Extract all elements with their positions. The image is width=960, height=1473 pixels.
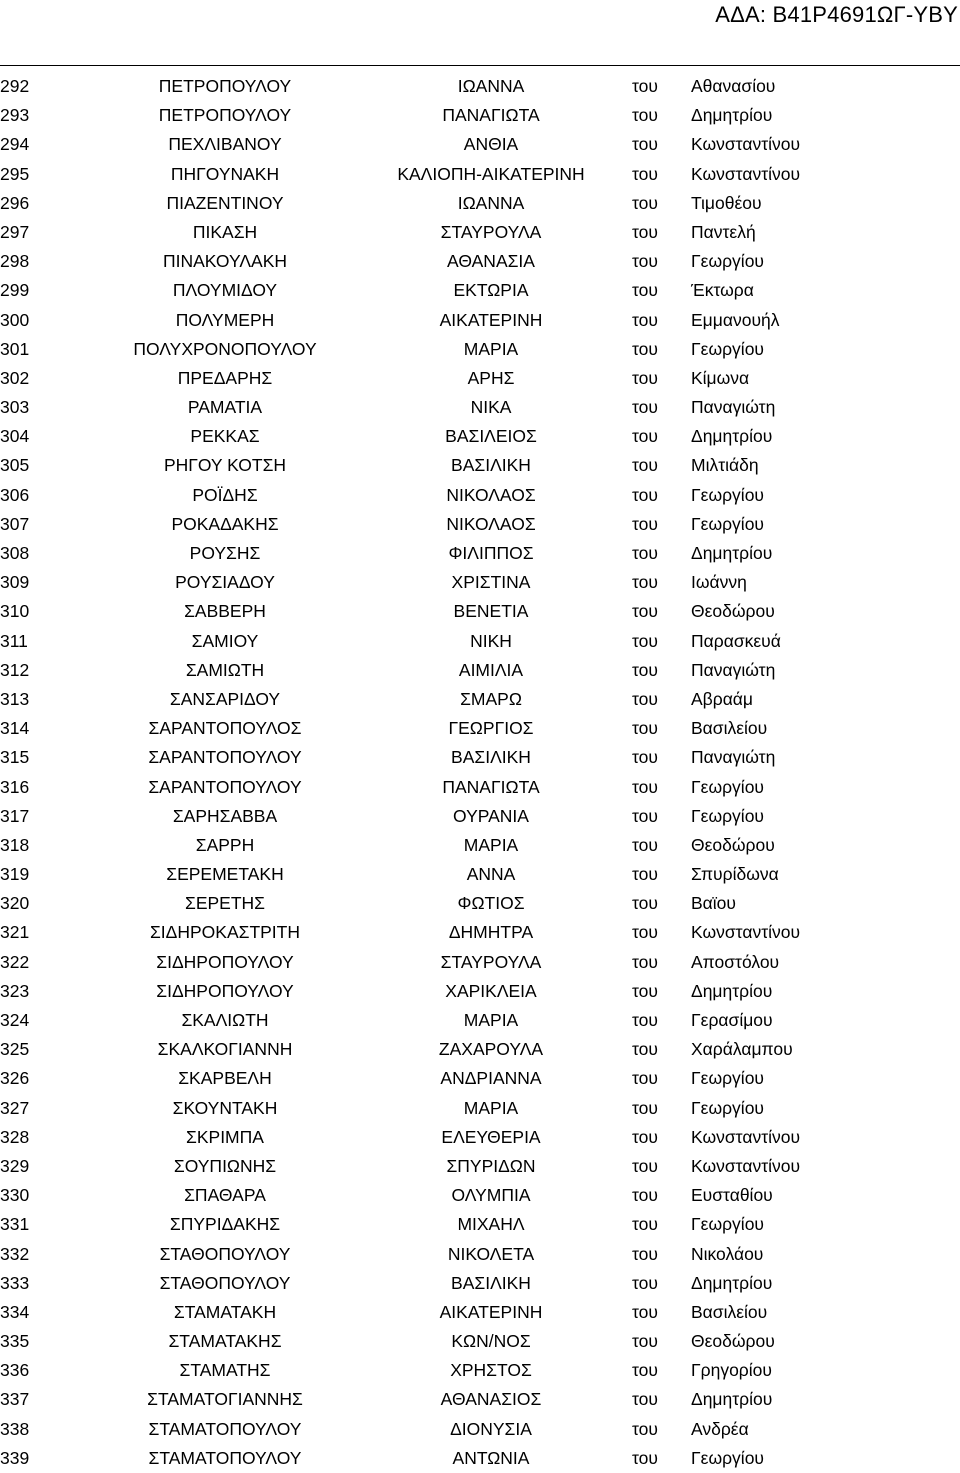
list-item xyxy=(0,1385,960,1414)
first-name: ΒΑΣΙΛΙΚΗ xyxy=(451,747,531,768)
row-number: 292 xyxy=(0,76,30,96)
father-name: Παναγιώτη xyxy=(691,747,776,768)
first-name: ΧΡΙΣΤΙΝΑ xyxy=(451,572,531,593)
father-name: Γεωργίου xyxy=(691,1214,764,1235)
list-item xyxy=(0,627,960,656)
first-name: ΣΜΑΡΩ xyxy=(460,688,522,709)
list-item xyxy=(0,918,960,947)
father-name: Εμμανουήλ xyxy=(691,309,780,330)
row-number: 309 xyxy=(0,572,30,593)
row-number: 338 xyxy=(0,1418,30,1439)
first-name: ΑΝΤΩΝΙΑ xyxy=(452,1447,530,1468)
surname: ΠΟΛΥΜΕΡΗ xyxy=(175,309,275,330)
first-name: ΔΙΟΝΥΣΙΑ xyxy=(450,1418,532,1439)
patronymic-connector: του xyxy=(632,630,658,651)
father-name: Γεωργίου xyxy=(691,513,764,534)
patronymic-connector: του xyxy=(632,426,658,447)
list-item xyxy=(0,1356,960,1385)
surname: ΣΑΝΣΑΡΙΔΟΥ xyxy=(169,688,281,709)
list-item xyxy=(0,1327,960,1356)
father-name: Παρασκευά xyxy=(691,630,781,651)
first-name: ΑΘΑΝΑΣΙΑ xyxy=(447,251,535,272)
row-number: 303 xyxy=(0,397,30,418)
surname: ΣΚΑΡΒΕΛΗ xyxy=(178,1068,272,1089)
father-name: Γεωργίου xyxy=(691,776,764,797)
first-name: ΣΤΑΥΡΟΥΛΑ xyxy=(440,221,542,242)
patronymic-connector: του xyxy=(632,1243,658,1264)
patronymic-connector: του xyxy=(632,572,658,593)
father-name: Δημητρίου xyxy=(691,980,773,1001)
first-name: ΝΙΚΟΛΑΟΣ xyxy=(446,484,536,505)
father-name: Γεωργίου xyxy=(691,1447,764,1468)
surname: ΣΑΡΡΗ xyxy=(195,834,255,855)
father-name: Κίμωνα xyxy=(691,367,750,388)
father-name: Ανδρέα xyxy=(691,1418,749,1439)
row-number: 308 xyxy=(0,543,30,563)
list-item xyxy=(0,539,960,568)
list-item xyxy=(0,685,960,714)
row-number: 294 xyxy=(0,134,30,155)
surname: ΣΤΑΜΑΤΟΠΟΥΛΟΥ xyxy=(148,1447,302,1468)
row-number: 331 xyxy=(0,1214,30,1235)
surname: ΣΑΡΑΝΤΟΠΟΥΛΟΥ xyxy=(148,747,302,768)
surname: ΣΙΔΗΡΟΠΟΥΛΟΥ xyxy=(156,980,294,1001)
list-item xyxy=(0,860,960,889)
father-name: Παντελή xyxy=(691,221,756,242)
first-name: ΚΩΝ/ΝΟΣ xyxy=(451,1331,531,1352)
row-number: 295 xyxy=(0,163,30,184)
first-name: ΕΛΕΥΘΕΡΙΑ xyxy=(441,1126,541,1147)
surname: ΠΗΓΟΥΝΑΚΗ xyxy=(170,163,280,184)
surname: ΠΙΑΖΕΝΤΙΝΟΥ xyxy=(166,192,284,213)
surname: ΡΟΪΔΗΣ xyxy=(192,484,258,505)
first-name: ΠΑΝΑΓΙΩΤΑ xyxy=(442,776,540,797)
father-name: Δημητρίου xyxy=(691,426,773,447)
first-name: ΜΑΡΙΑ xyxy=(463,1097,519,1118)
first-name: ΝΙΚΟΛΕΤΑ xyxy=(447,1243,535,1264)
surname: ΣΑΒΒΕΡΗ xyxy=(184,601,266,622)
first-name: ΑΝΘΙΑ xyxy=(463,134,519,155)
patronymic-connector: του xyxy=(632,543,658,563)
surname: ΣΑΡΗΣΑΒΒΑ xyxy=(172,805,278,826)
father-name: Θεοδώρου xyxy=(691,1331,775,1352)
patronymic-connector: του xyxy=(632,893,658,914)
row-number: 311 xyxy=(0,630,28,651)
first-name: ΙΩΑΝΝΑ xyxy=(457,76,525,96)
list-item xyxy=(0,889,960,918)
row-number: 337 xyxy=(0,1389,30,1410)
father-name: Δημητρίου xyxy=(691,105,773,126)
father-name: Ιωάννη xyxy=(691,572,747,593)
surname: ΣΙΔΗΡΟΚΑΣΤΡΙΤΗ xyxy=(149,922,300,943)
father-name: Γερασίμου xyxy=(691,1010,773,1030)
first-name: ΟΛΥΜΠΙΑ xyxy=(451,1185,531,1206)
father-name: Αποστόλου xyxy=(691,951,780,972)
row-number: 307 xyxy=(0,513,30,534)
surname: ΣΕΡΕΤΗΣ xyxy=(185,893,265,914)
surname: ΣΤΑΜΑΤΟΓΙΑΝΝΗΣ xyxy=(147,1389,303,1410)
surname: ΣΤΑΜΑΤΑΚΗ xyxy=(173,1301,277,1322)
row-number: 322 xyxy=(0,951,30,972)
patronymic-connector: του xyxy=(632,1068,658,1089)
father-name: Παναγιώτη xyxy=(691,659,776,680)
patronymic-connector: του xyxy=(632,280,658,301)
surname: ΣΤΑΜΑΤΟΠΟΥΛΟΥ xyxy=(148,1418,302,1439)
list-item xyxy=(0,72,960,101)
first-name: ΧΑΡΙΚΛΕΙΑ xyxy=(445,980,537,1001)
surname: ΣΤΑΜΑΤΗΣ xyxy=(179,1360,271,1381)
row-number: 326 xyxy=(0,1068,30,1089)
surname: ΣΠΑΘΑΡΑ xyxy=(184,1185,266,1206)
first-name: ΣΠΥΡΙΔΩΝ xyxy=(446,1155,536,1176)
surname: ΠΕΧΛΙΒΑΝΟΥ xyxy=(168,134,282,155)
surname: ΣΚΑΛΙΩΤΗ xyxy=(181,1010,269,1030)
surname: ΣΑΜΙΩΤΗ xyxy=(185,659,265,680)
surname: ΡΗΓΟΥ ΚΟΤΣΗ xyxy=(163,455,287,476)
first-name: ΣΤΑΥΡΟΥΛΑ xyxy=(440,951,542,972)
row-number: 328 xyxy=(0,1126,30,1147)
list-item xyxy=(0,773,960,802)
surname: ΡΟΥΣΗΣ xyxy=(189,543,261,563)
father-name: Γεωργίου xyxy=(691,338,764,359)
patronymic-connector: του xyxy=(632,1301,658,1322)
first-name: ΔΗΜΗΤΡΑ xyxy=(448,922,534,943)
patronymic-connector: του xyxy=(632,221,658,242)
list-item xyxy=(0,831,960,860)
surname: ΣΑΜΙΟΥ xyxy=(191,630,259,651)
father-name: Χαράλαμπου xyxy=(691,1039,793,1060)
father-name: Κωνσταντίνου xyxy=(691,1126,801,1147)
surname: ΡΕΚΚΑΣ xyxy=(190,426,260,447)
patronymic-connector: του xyxy=(632,864,658,885)
surname: ΣΤΑΘΟΠΟΥΛΟΥ xyxy=(159,1272,291,1293)
surname: ΡΟΥΣΙΑΔΟΥ xyxy=(175,572,275,593)
surname: ΡΟΚΑΔΑΚΗΣ xyxy=(171,513,279,534)
father-name: Μιλτιάδη xyxy=(691,455,759,476)
patronymic-connector: του xyxy=(632,192,658,213)
patronymic-connector: του xyxy=(632,1214,658,1235)
father-name: Αβραάμ xyxy=(691,688,754,709)
first-name: ΙΩΑΝΝΑ xyxy=(457,192,525,213)
row-number: 323 xyxy=(0,980,30,1001)
list-item xyxy=(0,1006,960,1035)
father-name: Ευσταθίου xyxy=(691,1185,773,1206)
surname: ΣΠΥΡΙΔΑΚΗΣ xyxy=(169,1214,281,1235)
father-name: Κωνσταντίνου xyxy=(691,163,801,184)
father-name: Γρηγορίου xyxy=(691,1360,772,1381)
surname: ΣΕΡΕΜΕΤΑΚΗ xyxy=(166,864,284,885)
patronymic-connector: του xyxy=(632,455,658,476)
row-number: 299 xyxy=(0,280,30,301)
father-name: Δημητρίου xyxy=(691,1389,773,1410)
surname: ΡΑΜΑΤΙΑ xyxy=(187,397,263,418)
first-name: ΧΡΗΣΤΟΣ xyxy=(450,1360,532,1381)
list-item xyxy=(0,1444,960,1473)
row-number: 329 xyxy=(0,1155,30,1176)
first-name: ΑΝΔΡΙΑΝΝΑ xyxy=(440,1068,542,1089)
patronymic-connector: του xyxy=(632,922,658,943)
row-number: 316 xyxy=(0,776,30,797)
row-number: 296 xyxy=(0,192,30,213)
father-name: Γεωργίου xyxy=(691,251,764,272)
list-item xyxy=(0,802,960,831)
patronymic-connector: του xyxy=(632,1331,658,1352)
list-item xyxy=(0,451,960,480)
row-number: 325 xyxy=(0,1039,30,1060)
father-name: Αθανασίου xyxy=(691,76,776,96)
surname: ΠΙΝΑΚΟΥΛΑΚΗ xyxy=(162,251,288,272)
patronymic-connector: του xyxy=(632,1155,658,1176)
patronymic-connector: του xyxy=(632,747,658,768)
list-item xyxy=(0,656,960,685)
first-name: ΑΡΗΣ xyxy=(467,367,515,388)
father-name: Θεοδώρου xyxy=(691,601,775,622)
list-item xyxy=(0,160,960,189)
patronymic-connector: του xyxy=(632,1272,658,1293)
list-item xyxy=(0,743,960,772)
list-item xyxy=(0,510,960,539)
list-item xyxy=(0,1064,960,1093)
list-item xyxy=(0,977,960,1006)
patronymic-connector: του xyxy=(632,309,658,330)
row-number: 297 xyxy=(0,221,30,242)
first-name: ΑΙΜΙΛΙΑ xyxy=(458,659,524,680)
row-number: 318 xyxy=(0,834,30,855)
surname: ΠΡΕΔΑΡΗΣ xyxy=(177,367,273,388)
father-name: Κωνσταντίνου xyxy=(691,922,801,943)
list-item xyxy=(0,335,960,364)
surname: ΣΤΑΜΑΤΑΚΗΣ xyxy=(168,1331,282,1352)
patronymic-connector: του xyxy=(632,513,658,534)
row-number: 327 xyxy=(0,1097,30,1118)
first-name: ΑΝΝΑ xyxy=(466,864,516,885)
first-name: ΒΑΣΙΛΙΚΗ xyxy=(451,455,531,476)
first-name: ΓΕΩΡΓΙΟΣ xyxy=(448,718,534,739)
patronymic-connector: του xyxy=(632,105,658,126)
first-name: ΝΙΚΑ xyxy=(470,397,512,418)
father-name: Κωνσταντίνου xyxy=(691,1155,801,1176)
patronymic-connector: του xyxy=(632,805,658,826)
father-name: Τιμοθέου xyxy=(691,192,762,213)
list-item xyxy=(0,1210,960,1239)
row-number: 324 xyxy=(0,1010,30,1030)
patronymic-connector: του xyxy=(632,1039,658,1060)
surname: ΣΚΡΙΜΠΑ xyxy=(186,1126,264,1147)
first-name: ΚΑΛΙΟΠΗ-ΑΙΚΑΤΕΡΙΝΗ xyxy=(397,163,585,184)
patronymic-connector: του xyxy=(632,251,658,272)
father-name: Δημητρίου xyxy=(691,1272,773,1293)
patronymic-connector: του xyxy=(632,601,658,622)
first-name: ΕΚΤΩΡΙΑ xyxy=(453,280,529,301)
patronymic-connector: του xyxy=(632,1447,658,1468)
surname: ΣΚΟΥΝΤΑΚΗ xyxy=(172,1097,278,1118)
surname: ΣΤΑΘΟΠΟΥΛΟΥ xyxy=(159,1243,291,1264)
surname: ΣΑΡΑΝΤΟΠΟΥΛΟΣ xyxy=(148,718,302,739)
list-item xyxy=(0,1269,960,1298)
patronymic-connector: του xyxy=(632,397,658,418)
father-name: Παναγιώτη xyxy=(691,397,776,418)
row-number: 293 xyxy=(0,105,30,126)
row-number: 314 xyxy=(0,718,30,739)
row-number: 305 xyxy=(0,455,30,476)
row-number: 335 xyxy=(0,1331,30,1352)
list-item xyxy=(0,306,960,335)
list-item xyxy=(0,364,960,393)
patronymic-connector: του xyxy=(632,76,658,96)
father-name: Γεωργίου xyxy=(691,484,764,505)
first-name: ΜΑΡΙΑ xyxy=(463,1010,519,1030)
list-item xyxy=(0,1415,960,1444)
surname: ΠΟΛΥΧΡΟΝΟΠΟΥΛΟΥ xyxy=(133,338,317,359)
patronymic-connector: του xyxy=(632,951,658,972)
father-name: Βασιλείου xyxy=(691,1301,768,1322)
row-number: 300 xyxy=(0,309,30,330)
patronymic-connector: του xyxy=(632,367,658,388)
list-item xyxy=(0,597,960,626)
patronymic-connector: του xyxy=(632,1360,658,1381)
first-name: ΝΙΚΟΛΑΟΣ xyxy=(446,513,536,534)
surname: ΠΕΤΡΟΠΟΥΛΟΥ xyxy=(158,76,292,96)
patronymic-connector: του xyxy=(632,1126,658,1147)
first-name: ΜΙΧΑΗΛ xyxy=(457,1214,525,1235)
list-item xyxy=(0,247,960,276)
list-item xyxy=(0,101,960,130)
patronymic-connector: του xyxy=(632,659,658,680)
first-name: ΒΕΝΕΤΙΑ xyxy=(453,601,529,622)
first-name: ΑΙΚΑΤΕΡΙΝΗ xyxy=(439,309,543,330)
list-item xyxy=(0,481,960,510)
row-number: 313 xyxy=(0,688,30,709)
first-name: ΦΩΤΙΟΣ xyxy=(457,893,525,914)
father-name: Θεοδώρου xyxy=(691,834,775,855)
father-name: Γεωργίου xyxy=(691,1097,764,1118)
patronymic-connector: του xyxy=(632,718,658,739)
first-name: ΑΘΑΝΑΣΙΟΣ xyxy=(440,1389,542,1410)
surname: ΣΑΡΑΝΤΟΠΟΥΛΟΥ xyxy=(148,776,302,797)
row-number: 330 xyxy=(0,1185,30,1206)
first-name: ΖΑΧΑΡΟΥΛΑ xyxy=(438,1039,544,1060)
surname: ΠΕΤΡΟΠΟΥΛΟΥ xyxy=(158,105,292,126)
row-number: 302 xyxy=(0,367,30,388)
list-item xyxy=(0,1094,960,1123)
surname: ΣΙΔΗΡΟΠΟΥΛΟΥ xyxy=(156,951,294,972)
list-item xyxy=(0,568,960,597)
list-item xyxy=(0,276,960,305)
row-number: 333 xyxy=(0,1272,30,1293)
row-number: 306 xyxy=(0,484,30,505)
first-name: ΜΑΡΙΑ xyxy=(463,834,519,855)
surname: ΣΚΑΛΚΟΓΙΑΝΝΗ xyxy=(157,1039,293,1060)
row-number: 301 xyxy=(0,338,30,359)
father-name: Βασιλείου xyxy=(691,718,768,739)
patronymic-connector: του xyxy=(632,776,658,797)
patronymic-connector: του xyxy=(632,1389,658,1410)
patronymic-connector: του xyxy=(632,688,658,709)
row-number: 320 xyxy=(0,893,30,914)
father-name: Γεωργίου xyxy=(691,805,764,826)
father-name: Νικολάου xyxy=(691,1243,764,1264)
list-item xyxy=(0,189,960,218)
surname: ΣΟΥΠΙΩΝΗΣ xyxy=(173,1155,277,1176)
list-item xyxy=(0,1298,960,1327)
row-number: 315 xyxy=(0,747,30,768)
patronymic-connector: του xyxy=(632,980,658,1001)
patronymic-connector: του xyxy=(632,484,658,505)
surname: ΠΛΟΥΜΙΔΟΥ xyxy=(172,280,278,301)
row-number: 312 xyxy=(0,659,30,680)
row-number: 304 xyxy=(0,426,30,447)
patronymic-connector: του xyxy=(632,163,658,184)
list-item xyxy=(0,1123,960,1152)
father-name: Έκτωρα xyxy=(691,280,754,301)
list-item xyxy=(0,1240,960,1269)
ada-header: ΑΔΑ: Β41Ρ4691ΩΓ-ΥΒΥ xyxy=(715,2,958,27)
patronymic-connector: του xyxy=(632,338,658,359)
first-name: ΦΙΛΙΠΠΟΣ xyxy=(448,543,534,563)
row-number: 298 xyxy=(0,251,30,272)
father-name: Σπυρίδωνα xyxy=(691,864,779,885)
patronymic-connector: του xyxy=(632,1010,658,1030)
patronymic-connector: του xyxy=(632,1418,658,1439)
list-item xyxy=(0,1152,960,1181)
father-name: Δημητρίου xyxy=(691,543,773,563)
list-item xyxy=(0,393,960,422)
first-name: ΒΑΣΙΛΙΚΗ xyxy=(451,1272,531,1293)
patronymic-connector: του xyxy=(632,1185,658,1206)
list-item xyxy=(0,1181,960,1210)
row-number: 310 xyxy=(0,601,30,622)
names-list xyxy=(0,72,960,1473)
header-rule xyxy=(0,65,960,66)
row-number: 339 xyxy=(0,1447,30,1468)
row-number: 321 xyxy=(0,922,30,943)
first-name: ΒΑΣΙΛΕΙΟΣ xyxy=(445,426,537,447)
first-name: ΝΙΚΗ xyxy=(470,630,512,651)
list-item xyxy=(0,948,960,977)
patronymic-connector: του xyxy=(632,834,658,855)
father-name: Κωνσταντίνου xyxy=(691,134,801,155)
row-number: 317 xyxy=(0,805,30,826)
patronymic-connector: του xyxy=(632,134,658,155)
list-item xyxy=(0,218,960,247)
row-number: 332 xyxy=(0,1243,30,1264)
father-name: Γεωργίου xyxy=(691,1068,764,1089)
row-number: 334 xyxy=(0,1301,30,1322)
row-number: 319 xyxy=(0,864,30,885)
list-item xyxy=(0,714,960,743)
first-name: ΟΥΡΑΝΙΑ xyxy=(453,805,529,826)
list-item xyxy=(0,130,960,159)
first-name: ΜΑΡΙΑ xyxy=(463,338,519,359)
row-number: 336 xyxy=(0,1360,30,1381)
patronymic-connector: του xyxy=(632,1097,658,1118)
surname: ΠΙΚΑΣΗ xyxy=(192,221,258,242)
father-name: Βαϊου xyxy=(691,893,736,914)
list-item xyxy=(0,422,960,451)
first-name: ΑΙΚΑΤΕΡΙΝΗ xyxy=(439,1301,543,1322)
list-item xyxy=(0,1035,960,1064)
first-name: ΠΑΝΑΓΙΩΤΑ xyxy=(442,105,540,126)
